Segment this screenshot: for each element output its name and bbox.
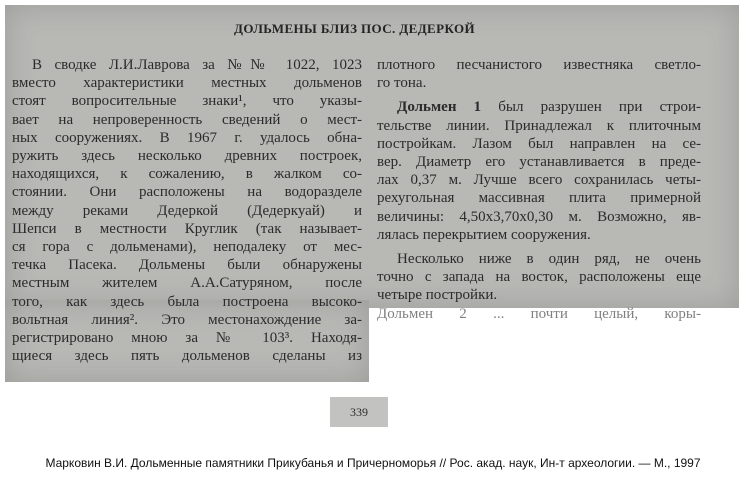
text-line: постройкам. Лазом был направлен на се- bbox=[377, 135, 701, 152]
text-line: точно с запада на восток, расположены еще bbox=[377, 269, 701, 286]
text-line: лялась перекрытием сооружения. bbox=[377, 226, 591, 243]
text-line: ружить здесь несколько древних построек, bbox=[12, 148, 362, 165]
text-line: вер. Диаметр его устанавливается в преде- bbox=[377, 154, 701, 171]
text-line: вает на непроверенность сведений о мест- bbox=[12, 111, 362, 128]
text-line: Несколько ниже в один ряд, не очень bbox=[397, 251, 701, 268]
text-line: местным жителем А.А.Сатуряном, после bbox=[12, 275, 362, 292]
left-column bbox=[12, 56, 362, 365]
text-line: находящихся, к сожалению, в жалком со- bbox=[12, 166, 362, 183]
source-citation: Марковин В.И. Дольменные памятники Прикубанья и Причерноморья // Рос. акад. наук, Ин-т археологии. — М., 1997 bbox=[45, 456, 701, 470]
text-line: тельстве линии. Принадлежал к плиточным bbox=[377, 117, 701, 134]
text-line: того, как здесь была построена высоко- bbox=[12, 293, 362, 310]
text-line bbox=[377, 98, 701, 116]
text-line: лах 0,37 м. Лучше всего сохранилась четы- bbox=[377, 172, 701, 189]
text-line: величины: 4,50х3,70х0,30 м. Возможно, яв- bbox=[377, 208, 701, 225]
text-line: вместо характеристики местных дольменов bbox=[12, 75, 362, 92]
right-column bbox=[377, 56, 701, 322]
text-fragment: был разрушен при строи- bbox=[481, 99, 701, 116]
text-line: течка Пасека. Дольмены были обнаружены bbox=[12, 257, 362, 274]
page-number: 339 bbox=[330, 397, 388, 427]
text-line: Шепси в местности Круглик (так называет- bbox=[12, 220, 362, 237]
dolmen-1-label: Дольмен 1 bbox=[397, 99, 482, 116]
text-line: го тона. bbox=[377, 75, 427, 92]
text-line: рехугольная массивная плита примерной bbox=[377, 190, 701, 207]
text-line: между реками Дедеркой (Дедеркуай) и bbox=[12, 202, 362, 219]
text-line: В сводке Л.И.Лаврова за №№ 1022, 1023 bbox=[32, 57, 362, 73]
text-line: щиеся здесь пять дольменов сделаны из bbox=[12, 348, 362, 365]
text-line: плотного песчанистого известняка светло- bbox=[377, 57, 701, 73]
text-line: ных сооружениях. В 1967 г. удалось обна- bbox=[12, 129, 362, 146]
text-line: вольтная линия². Это местонахождение за- bbox=[12, 311, 362, 328]
text-line: стоят вопросительные знаки¹, что указы- bbox=[12, 93, 362, 110]
text-line: ся гора с дольменами), неподалеку от мес- bbox=[12, 239, 362, 256]
section-heading: ДОЛЬМЕНЫ БЛИЗ ПОС. ДЕДЕРКОЙ bbox=[234, 21, 475, 36]
cut-off-text-line: Дольмен 2 ... почти целый, коры- bbox=[377, 305, 701, 322]
text-line: четыре постройки. bbox=[377, 287, 498, 304]
text-line: регистрировано мною за № 103³. Находя- bbox=[12, 330, 362, 347]
text-line: стоянии. Они расположены на водоразделе bbox=[12, 184, 362, 201]
